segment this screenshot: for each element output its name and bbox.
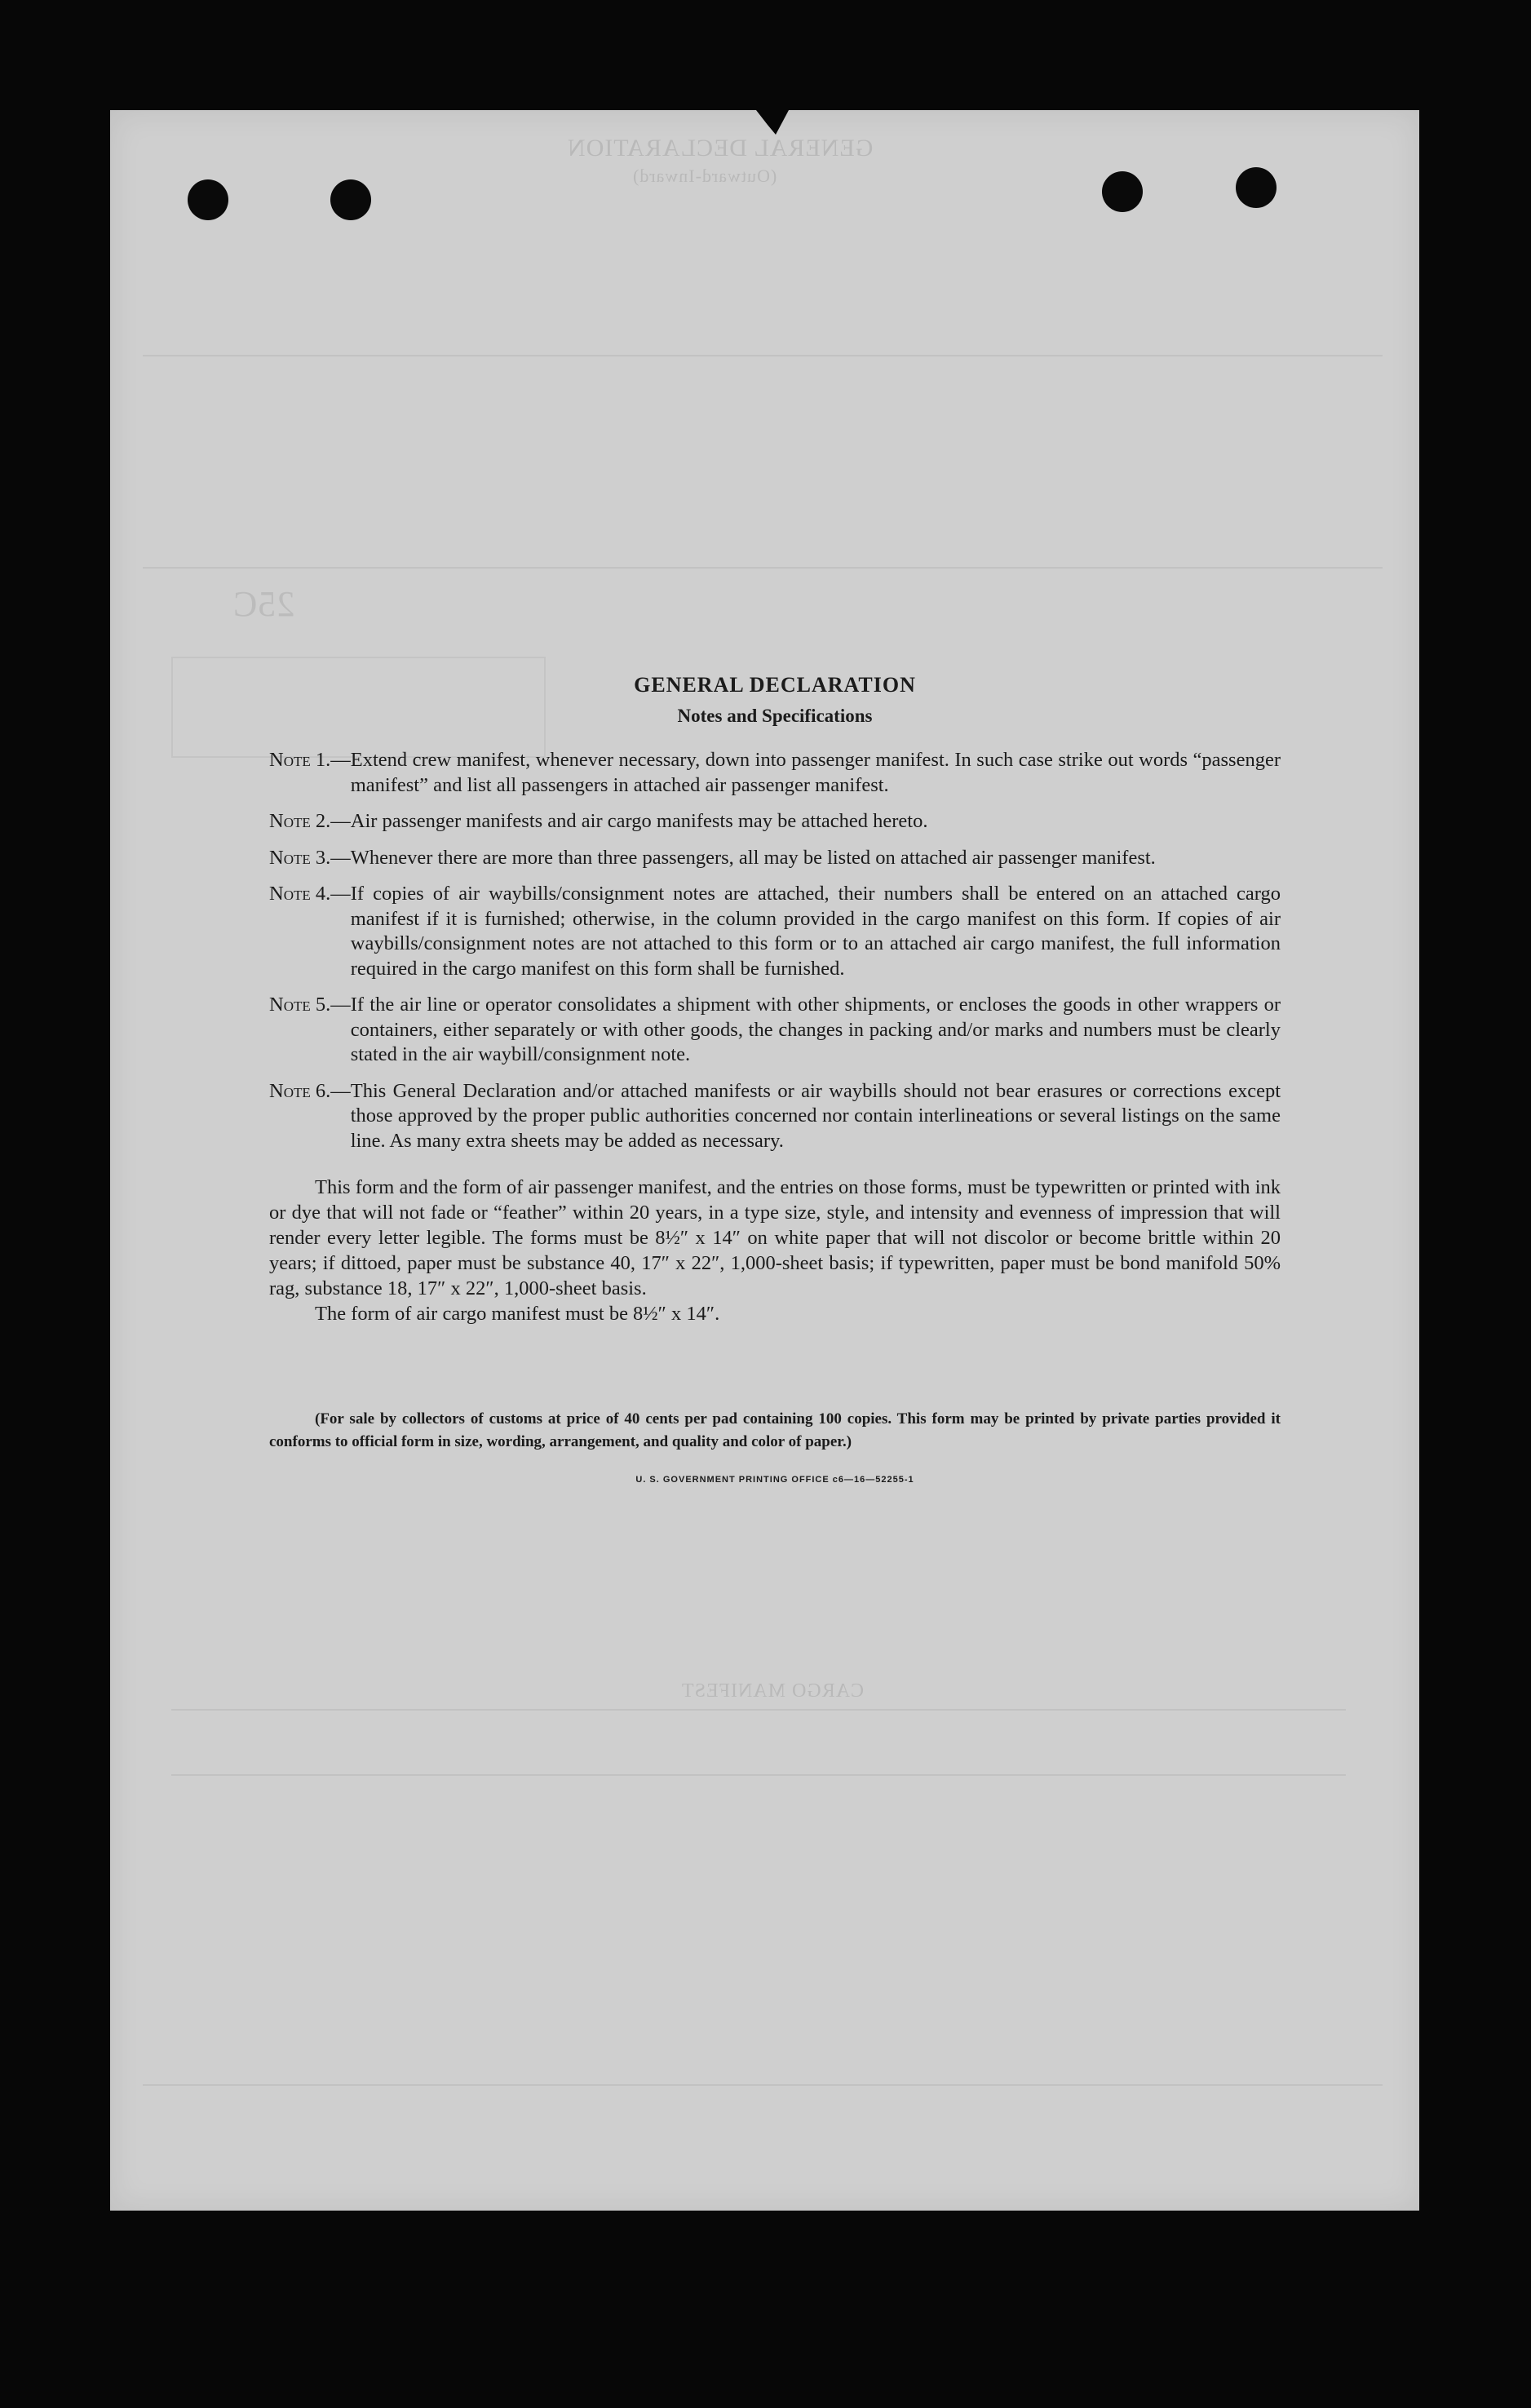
note-text: Extend crew manifest, whenever necessary, down into passenger manifest. In such case strike out words “passenger manifest” and list all passengers in attached air passenger manifest. xyxy=(350,749,1281,796)
show-through-rule xyxy=(143,2084,1383,2086)
note-dash: — xyxy=(330,810,351,832)
note-item xyxy=(269,882,1281,981)
note-text: Air passenger manifests and air cargo manifests may be attached hereto. xyxy=(350,810,928,832)
show-through-rule xyxy=(143,567,1383,569)
punch-hole xyxy=(1236,167,1277,208)
page-title: GENERAL DECLARATION xyxy=(634,673,916,697)
note-label: Note 6. xyxy=(269,1079,331,1102)
document-sheet xyxy=(110,110,1419,2211)
sale-note: (For sale by collectors of customs at price of 40 cents per pad containing 100 copies. This form may be printed by private parties provided it conforms to official form in size, wording, arrangement, and quality and color of paper.) xyxy=(269,1410,1281,1450)
note-text: If the air line or operator consolidates a shipment with other shipments, or encloses the goods in other wrappers or containers, either separately or with other goods, the changes in packing and/or marks and numbers must be clearly stated in the air waybill/consignment note. xyxy=(350,994,1281,1065)
show-through-header: GENERAL DECLARATION xyxy=(567,135,874,162)
notes-list xyxy=(269,748,1281,1153)
specification-paragraph: This form and the form of air passenger manifest, and the entries on those forms, must be typewritten or printed with ink or dye that will not fade or “feather” within 20 years, in a type size, style, and intensity and evenness of impression that will render every letter legible. The forms must be 8½″ x 14″ on white paper that will not discolor or become brittle within 20 years; if dittoed, paper must be substance 40, 17″ x 22″, 1,000-sheet basis; if typewritten, paper must be bond manifold 50% rag, substance 18, 17″ x 22″, 1,000-sheet basis. xyxy=(269,1176,1281,1299)
cargo-manifest-size: The form of air cargo manifest must be 8½″ x 14″. xyxy=(315,1303,720,1325)
torn-notch xyxy=(756,110,789,135)
note-label: Note 3. xyxy=(269,846,331,869)
note-dash: — xyxy=(330,883,351,905)
show-through-rule xyxy=(171,1774,1346,1776)
printer-line: U. S. GOVERNMENT PRINTING OFFICE c6—16—52255-1 xyxy=(635,1475,914,1485)
show-through-cargo: CARGO MANIFEST xyxy=(681,1680,865,1702)
show-through-rule xyxy=(171,1709,1346,1711)
page-subtitle: Notes and Specifications xyxy=(677,706,873,726)
show-through-rule xyxy=(143,355,1383,356)
note-dash: — xyxy=(330,1079,351,1102)
note-dash: — xyxy=(330,749,351,771)
note-dash: — xyxy=(330,994,351,1016)
note-text: If copies of air waybills/consignment notes are attached, their numbers shall be entered on an attached cargo manifest if it is furnished; otherwise, in the column provided in the cargo manifest on this form. If copies of air waybills/consignment notes are not attached to this form or to an attached air cargo manifest, the full information required in the cargo manifest on this form shall be furnished. xyxy=(350,883,1281,980)
note-text: Whenever there are more than three passengers, all may be listed on attached air passenger manifest. xyxy=(350,846,1156,869)
show-through-sub: (Outward-Inward) xyxy=(632,166,777,186)
note-label: Note 5. xyxy=(269,994,331,1016)
punch-hole xyxy=(188,179,228,220)
note-text: This General Declaration and/or attached manifests or air waybills should not bear erasures or corrections except those approved by the proper public authorities concerned nor contain interlineations or several listings on the same line. As many extra sheets may be added as necessary. xyxy=(350,1079,1281,1152)
show-through-stamp: 25C xyxy=(232,584,295,624)
note-item xyxy=(269,846,1281,871)
note-item xyxy=(269,993,1281,1068)
punch-hole xyxy=(330,179,371,220)
note-label: Note 4. xyxy=(269,883,331,905)
note-label: Note 2. xyxy=(269,810,331,832)
notes-content xyxy=(269,673,1281,1485)
note-item xyxy=(269,748,1281,798)
note-dash: — xyxy=(330,846,351,869)
note-item xyxy=(269,809,1281,834)
punch-hole xyxy=(1102,171,1143,212)
note-label: Note 1. xyxy=(269,749,331,771)
note-item xyxy=(269,1079,1281,1154)
